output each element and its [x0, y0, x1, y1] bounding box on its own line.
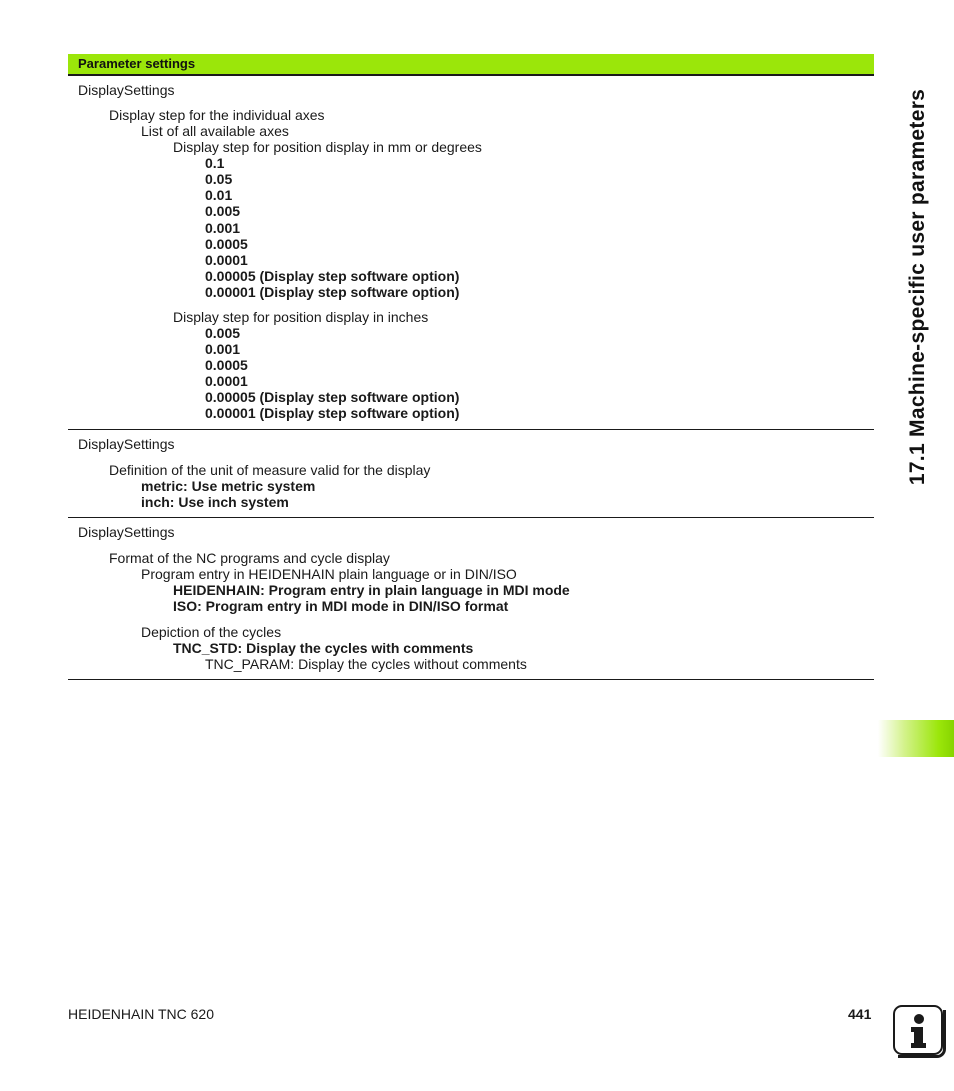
- chapter-side-title: [893, 52, 943, 522]
- section3-item: Format of the NC programs and cycle display: [109, 550, 390, 566]
- section2-option: inch: Use inch system: [141, 494, 289, 510]
- table-header: [68, 54, 874, 76]
- section3-group: DisplaySettings: [78, 524, 175, 540]
- section1-group: DisplaySettings: [78, 82, 175, 98]
- section-divider: [68, 517, 874, 518]
- inch-value: 0.0001: [205, 373, 248, 389]
- chapter-side-title-text: 17.1 Machine-specific user parameters: [906, 88, 930, 486]
- info-i-icon: [893, 1005, 943, 1055]
- section3-sub2-option: TNC_STD: Display the cycles with comments: [173, 640, 474, 656]
- section2-group: DisplaySettings: [78, 436, 175, 452]
- mm-value: 0.00001 (Display step software option): [205, 284, 460, 300]
- section3-sub1-option: ISO: Program entry in MDI mode in DIN/ISO format: [173, 598, 509, 614]
- inch-value: 0.00001 (Display step software option): [205, 405, 460, 421]
- section-divider: [68, 679, 874, 680]
- inch-value: 0.0005: [205, 357, 248, 373]
- mm-value: 0.05: [205, 171, 233, 187]
- section3-sub2: Depiction of the cycles: [141, 624, 282, 640]
- section1-inch-label: Display step for position display in inches: [173, 309, 429, 325]
- inch-value: 0.005: [205, 325, 241, 341]
- chapter-tab: [878, 720, 954, 757]
- mm-value: 0.0001: [205, 252, 248, 268]
- inch-value: 0.00005 (Display step software option): [205, 389, 460, 405]
- mm-value: 0.005: [205, 203, 241, 219]
- mm-value: 0.01: [205, 187, 233, 203]
- section2-option: metric: Use metric system: [141, 478, 316, 494]
- mm-value: 0.0005: [205, 236, 248, 252]
- section3-sub2-option: TNC_PARAM: Display the cycles without comments: [205, 656, 527, 672]
- mm-value: 0.001: [205, 220, 241, 236]
- mm-value: 0.1: [205, 155, 225, 171]
- table-header-title: Parameter settings: [78, 56, 196, 71]
- section3-sub1-option: HEIDENHAIN: Program entry in plain language in MDI mode: [173, 582, 570, 598]
- section3-sub1: Program entry in HEIDENHAIN plain language or in DIN/ISO: [141, 566, 517, 582]
- section-divider: [68, 429, 874, 430]
- page-number: 441: [848, 1006, 872, 1022]
- section1-mm-label: Display step for position display in mm or degrees: [173, 139, 482, 155]
- footer-product: HEIDENHAIN TNC 620: [68, 1006, 215, 1022]
- section1-item: Display step for the individual axes: [109, 107, 325, 123]
- mm-value: 0.00005 (Display step software option): [205, 268, 460, 284]
- inch-value: 0.001: [205, 341, 241, 357]
- section2-item: Definition of the unit of measure valid for the display: [109, 462, 431, 478]
- section1-sub: List of all available axes: [141, 123, 289, 139]
